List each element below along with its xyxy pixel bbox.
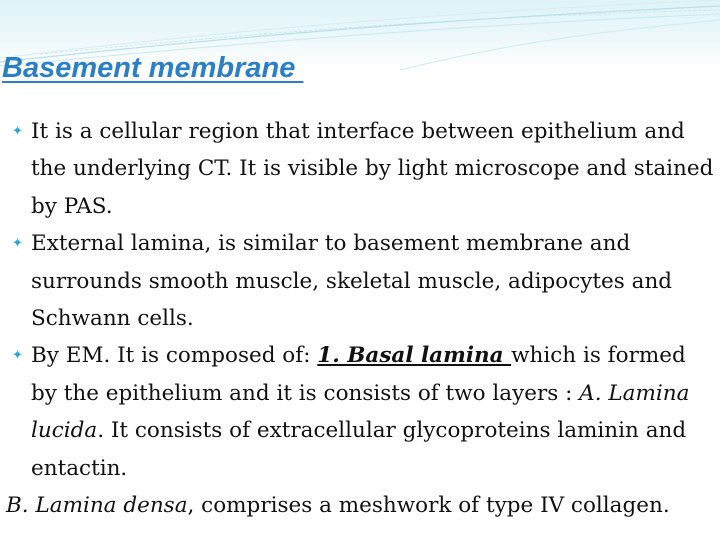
- final-text: , comprises a meshwork of type IV collagen.: [187, 493, 670, 519]
- bullet-icon: ✦: [12, 348, 23, 364]
- slide-title: Basement membrane: [2, 52, 304, 84]
- bullet-item: [6, 225, 718, 337]
- bullet-text-pre: By EM. It is composed of:: [31, 343, 318, 369]
- lamina-lucida-term: A. Lamina lucida: [31, 380, 690, 444]
- final-paragraph: [6, 487, 718, 524]
- bullet-item: [6, 113, 718, 225]
- bullet-text: It is a cellular region that interface between epithelium and the underlying CT. It is visible by light microscope and stained by PAS.: [31, 119, 714, 219]
- bullet-text-post: . It consists of extracellular glycoproteins laminin and entactin.: [31, 418, 687, 481]
- bullet-icon: ✦: [12, 236, 23, 252]
- basal-lamina-term: 1. Basal lamina: [317, 343, 512, 369]
- bullet-icon: ✦: [12, 124, 23, 139]
- slide-body: [6, 113, 718, 524]
- bullet-text-mid: which is formed by the epithelium and it is consists of two layers :: [31, 343, 686, 406]
- bullet-item: [6, 337, 718, 487]
- bullet-text: External lamina, is similar to basement membrane and surrounds smooth muscle, skeletal muscle, adipocytes and Schwann cells.: [31, 231, 673, 332]
- lamina-densa-term: B. Lamina densa: [6, 493, 188, 519]
